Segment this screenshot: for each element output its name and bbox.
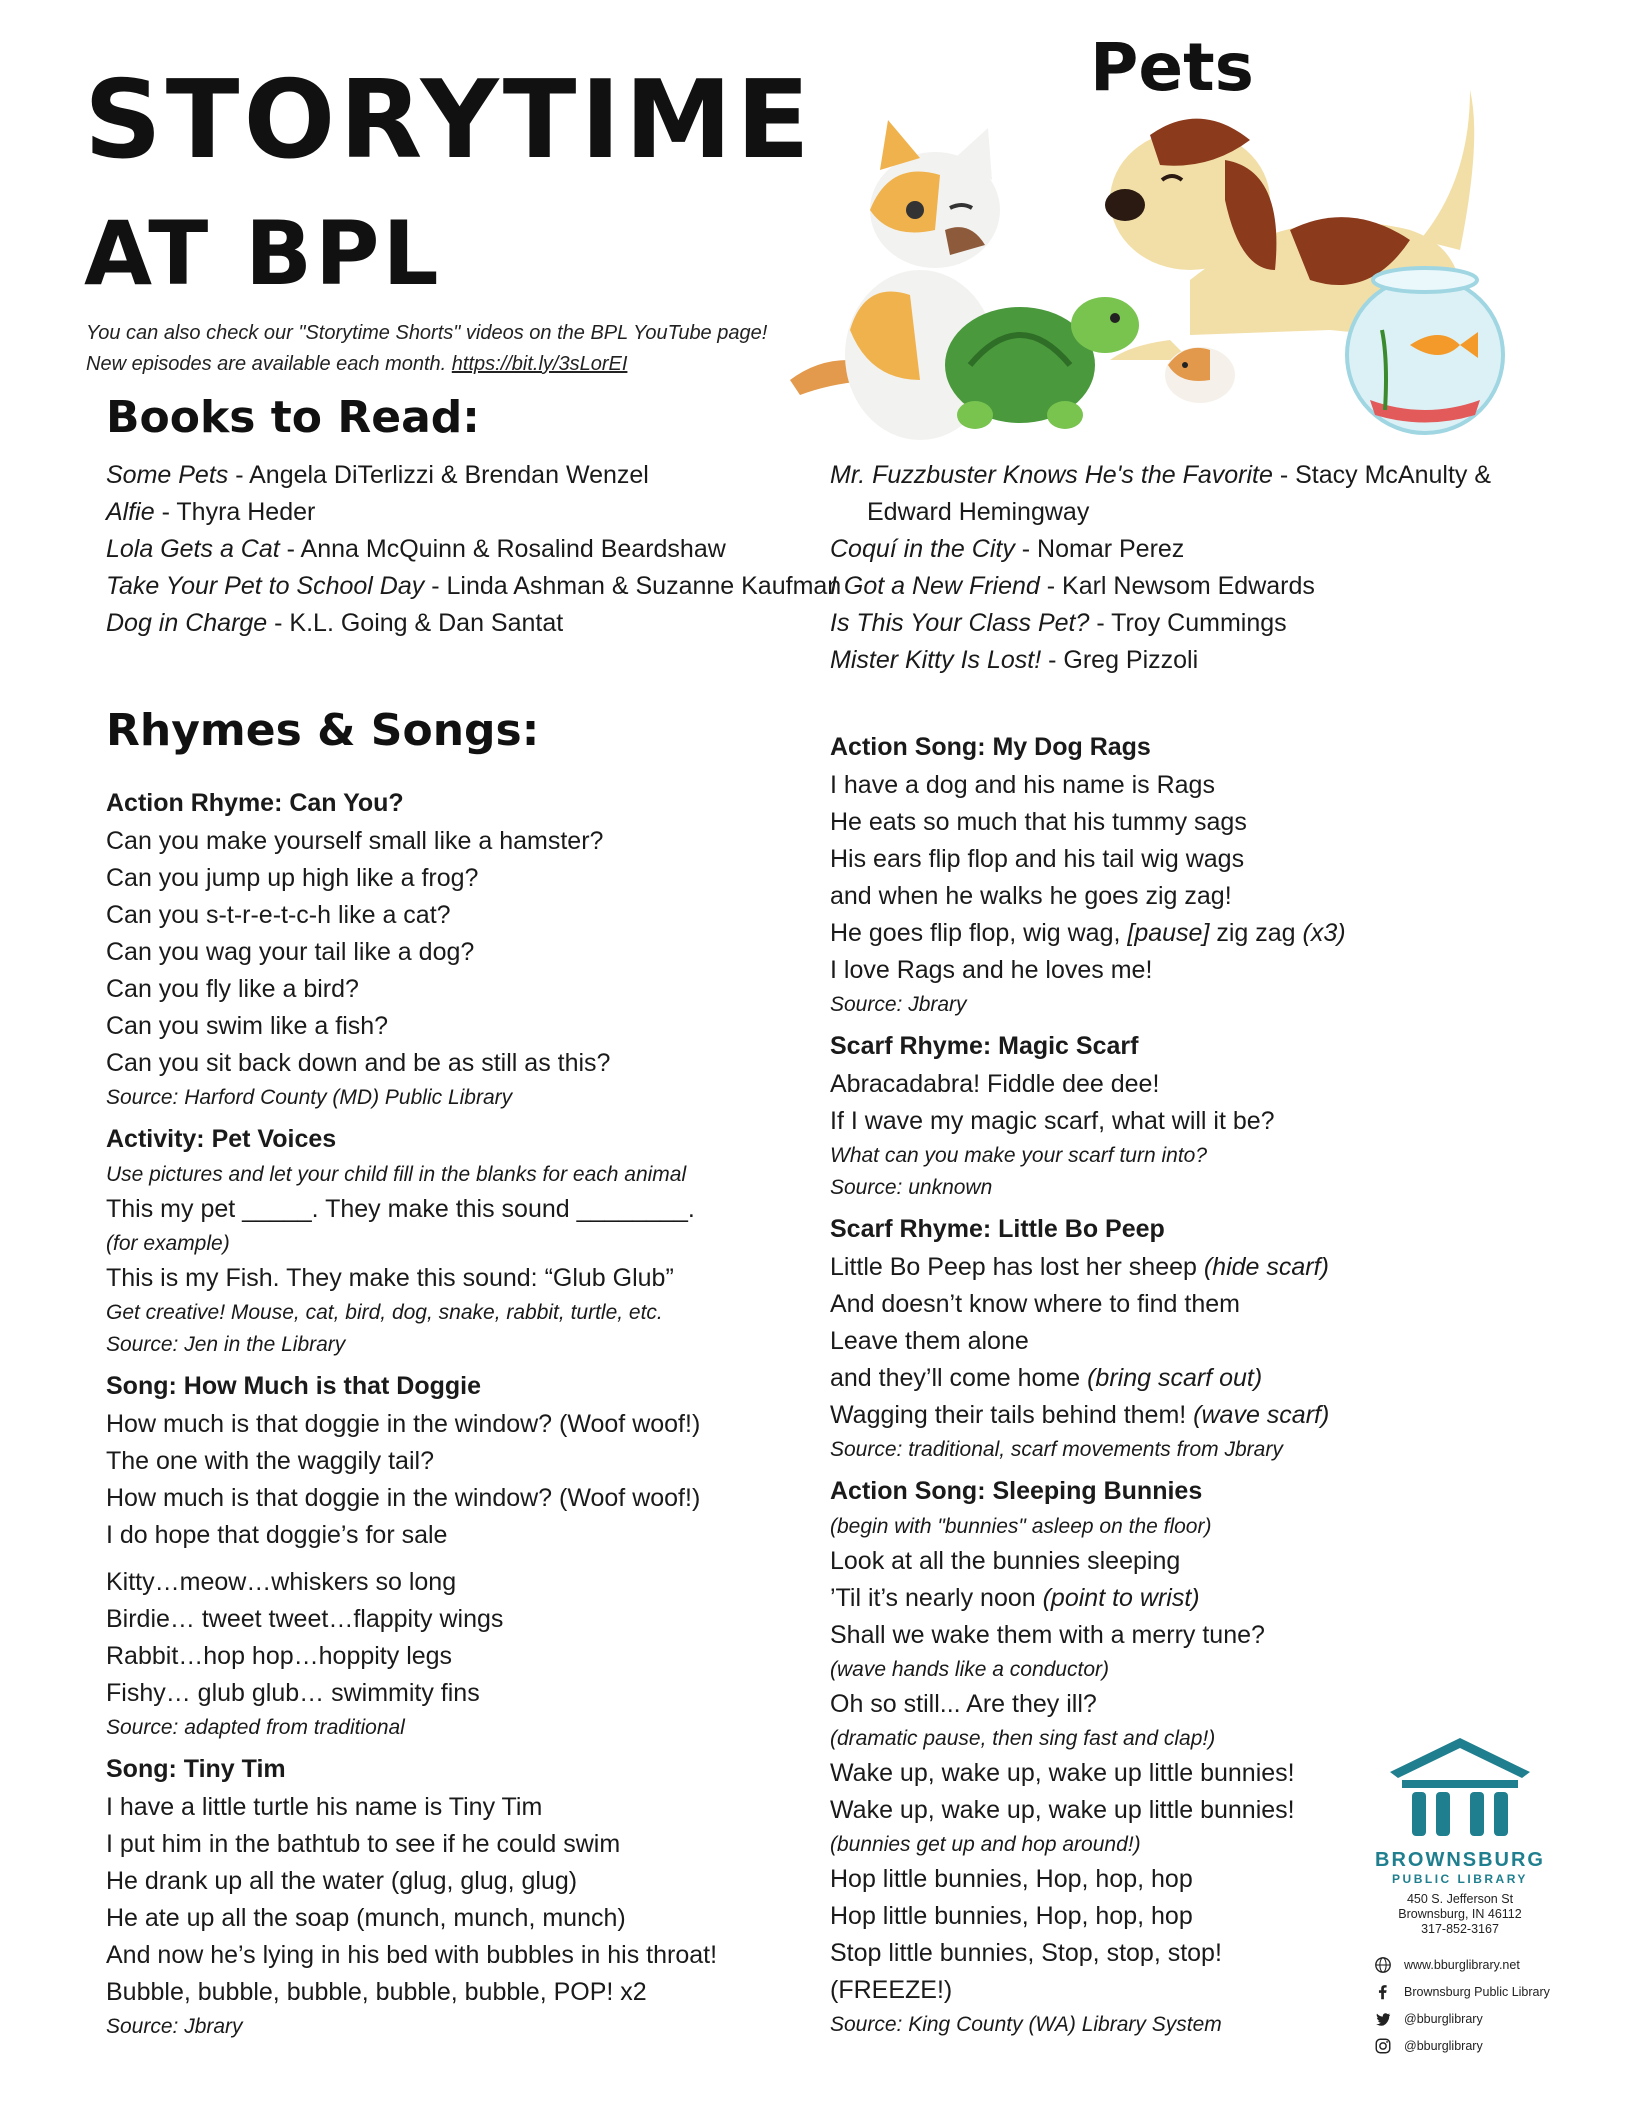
rhyme-bo-peep <box>830 1212 1570 1466</box>
book-item <box>106 457 846 494</box>
instagram-icon <box>1374 2037 1392 2055</box>
rhyme-line: Can you swim like a fish? <box>106 1012 389 1040</box>
book-item <box>106 605 846 642</box>
rhyme-line: Bubble, bubble, bubble, bubble, bubble, POP! x2 <box>106 1978 647 2006</box>
rhyme-title: Action Rhyme: Can You? <box>106 789 404 817</box>
rhyme-line: ’Til it’s nearly noon (point to wrist) <box>830 1584 1200 1612</box>
book-author: - Greg Pizzoli <box>1041 646 1199 674</box>
book-item <box>106 531 846 568</box>
library-address: 450 S. Jefferson St <box>1406 1892 1514 1906</box>
library-logo-block <box>1350 1730 1570 2059</box>
rhyme-line: This my pet _____. They make this sound ________. <box>106 1195 695 1223</box>
rhyme-line: I put him in the bathtub to see if he could swim <box>106 1830 621 1858</box>
rhyme-line: Can you fly like a bird? <box>106 975 359 1003</box>
song-doggie <box>106 1369 846 1744</box>
book-title: I Got a New Friend <box>830 572 1040 600</box>
rhyme-source: Source: Jen in the Library <box>106 1333 346 1356</box>
rhyme-title: Song: Tiny Tim <box>106 1755 286 1783</box>
book-title: Alfie <box>106 498 155 526</box>
rhyme-title: Song: How Much is that Doggie <box>106 1372 481 1400</box>
rhyme-line: Oh so still... Are they ill? <box>830 1690 1097 1718</box>
book-title: Coquí in the City <box>830 535 1015 563</box>
twitter-link[interactable] <box>1374 2005 1570 2032</box>
rhyme-line: Fishy… glub glub… swimmity fins <box>106 1679 480 1707</box>
intro-copy: You can also check our "Storytime Shorts" videos on the BPL YouTube page! New episodes are available each month. <box>86 322 768 375</box>
twitter-text: @bburglibrary <box>1404 2011 1483 2026</box>
website-link[interactable] <box>1374 1951 1570 1978</box>
book-item <box>106 568 846 605</box>
library-building-icon <box>1350 1730 1570 1840</box>
rhyme-line: I have a dog and his name is Rags <box>830 771 1215 799</box>
book-title: Dog in Charge <box>106 609 268 637</box>
instagram-link[interactable] <box>1374 2032 1570 2059</box>
rhyme-line: Leave them alone <box>830 1327 1029 1355</box>
book-author: - Linda Ashman & Suzanne Kaufman <box>424 572 842 600</box>
rhyme-line: Abracadabra! Fiddle dee dee! <box>830 1070 1160 1098</box>
song-tiny-tim <box>106 1752 846 2043</box>
rhyme-note: Use pictures and let your child fill in the blanks for each animal <box>106 1163 687 1186</box>
rhyme-line: He drank up all the water (glug, glug, glug) <box>106 1867 578 1895</box>
rhyme-source: Source: Harford County (MD) Public Library <box>106 1086 513 1109</box>
library-name-sub: PUBLIC LIBRARY <box>1392 1872 1528 1886</box>
rhyme-line: Can you wag your tail like a dog? <box>106 938 475 966</box>
rhyme-line: and they’ll come home (bring scarf out) <box>830 1364 1263 1392</box>
rhyme-line: If I wave my magic scarf, what will it be? <box>830 1107 1275 1135</box>
rhyme-line: The one with the waggily tail? <box>106 1447 434 1475</box>
globe-icon <box>1374 1956 1392 1974</box>
rhyme-line: He eats so much that his tummy sags <box>830 808 1247 836</box>
rhyme-line: Can you jump up high like a frog? <box>106 864 479 892</box>
rhyme-note: (begin with "bunnies" asleep on the floor) <box>830 1515 1212 1538</box>
rhyme-title: Scarf Rhyme: Magic Scarf <box>830 1032 1139 1060</box>
book-item <box>830 457 1570 531</box>
rhyme-title: Scarf Rhyme: Little Bo Peep <box>830 1215 1165 1243</box>
rhyme-title: Activity: Pet Voices <box>106 1125 337 1153</box>
rhyme-source: Source: King County (WA) Library System <box>830 2013 1222 2036</box>
pets-illustration <box>770 80 1550 440</box>
book-item <box>830 642 1570 679</box>
rhyme-line: How much is that doggie in the window? (Woof woof!) <box>106 1410 701 1438</box>
book-author: - Angela DiTerlizzi & Brendan Wenzel <box>228 461 649 489</box>
rhyme-line: I have a little turtle his name is Tiny Tim <box>106 1793 543 1821</box>
book-title: Some Pets <box>106 461 229 489</box>
book-list-left <box>106 457 846 642</box>
book-title: Lola Gets a Cat <box>106 535 280 563</box>
rhyme-line: Wake up, wake up, wake up little bunnies! <box>830 1759 1295 1787</box>
rhyme-line: Rabbit…hop hop…hoppity legs <box>106 1642 453 1670</box>
book-author: - Nomar Perez <box>1014 535 1185 563</box>
facebook-link[interactable] <box>1374 1978 1570 2005</box>
library-name: BROWNSBURG <box>1375 1849 1545 1871</box>
rhyme-line: (FREEZE!) <box>830 1976 953 2004</box>
rhyme-title: Action Song: Sleeping Bunnies <box>830 1477 1203 1505</box>
books-heading: Books to Read: <box>106 392 480 443</box>
rhyme-line: Birdie… tweet tweet…flappity wings <box>106 1605 504 1633</box>
page-subtitle: AT BPL <box>84 202 442 305</box>
book-list-right <box>830 457 1570 679</box>
rhyme-line: and when he walks he goes zig zag! <box>830 882 1232 910</box>
rhyme-line: And now he’s lying in his bed with bubbles in his throat! <box>106 1941 718 1969</box>
rhymes-heading: Rhymes & Songs: <box>106 705 540 756</box>
rhyme-line: Can you make yourself small like a hamster? <box>106 827 604 855</box>
rhyme-line: Little Bo Peep has lost her sheep (hide scarf) <box>830 1253 1329 1281</box>
rhyme-line: He ate up all the soap (munch, munch, munch) <box>106 1904 626 1932</box>
theme-title: Pets <box>1090 29 1254 106</box>
page-title: STORYTIME <box>84 58 814 183</box>
intro-text <box>86 318 786 380</box>
book-author: - Anna McQuinn & Rosalind Beardshaw <box>279 535 726 563</box>
rhyme-source: Source: Jbrary <box>830 993 967 1016</box>
rhyme-line: Stop little bunnies, Stop, stop, stop! <box>830 1939 1222 1967</box>
facebook-icon <box>1374 1983 1392 2001</box>
book-author: - K.L. Going & Dan Santat <box>267 609 564 637</box>
social-links <box>1350 1951 1570 2059</box>
rhyme-line: This is my Fish. They make this sound: “Glub Glub” <box>106 1264 674 1292</box>
rhyme-note: (wave hands like a conductor) <box>830 1658 1109 1681</box>
twitter-icon <box>1374 2010 1392 2028</box>
book-author: - Thyra Heder <box>154 498 316 526</box>
instagram-text: @bburglibrary <box>1404 2038 1483 2053</box>
book-author: - Karl Newsom Edwards <box>1039 572 1315 600</box>
book-title: Mister Kitty Is Lost! <box>830 646 1042 674</box>
rhyme-note: (for example) <box>106 1232 230 1255</box>
facebook-text: Brownsburg Public Library <box>1404 1984 1550 1999</box>
song-dog-rags <box>830 730 1570 1021</box>
activity-pet-voices <box>106 1122 846 1361</box>
book-item <box>830 605 1570 642</box>
rhyme-line: And doesn’t know where to find them <box>830 1290 1240 1318</box>
book-author: - Stacy McAnulty & Edward Hemingway <box>867 461 1492 526</box>
rhyme-can-you <box>106 786 846 1114</box>
book-item <box>830 568 1570 605</box>
book-title: Take Your Pet to School Day <box>106 572 425 600</box>
rhyme-line: Shall we wake them with a merry tune? <box>830 1621 1265 1649</box>
library-phone: 317-852-3167 <box>1421 1922 1499 1936</box>
rhyme-line: I do hope that doggie’s for sale <box>106 1521 448 1549</box>
rhyme-source: Source: adapted from traditional <box>106 1716 405 1739</box>
rhyme-line: Kitty…meow…whiskers so long <box>106 1568 457 1596</box>
rhymes-left-column <box>106 786 846 2051</box>
rhyme-line: Can you sit back down and be as still as this? <box>106 1049 611 1077</box>
rhyme-line: Wagging their tails behind them! (wave scarf) <box>830 1401 1330 1429</box>
rhyme-note: What can you make your scarf turn into? <box>830 1144 1208 1167</box>
rhyme-line: Wake up, wake up, wake up little bunnies! <box>830 1796 1295 1824</box>
rhyme-source: Source: unknown <box>830 1176 993 1199</box>
rhyme-line: Hop little bunnies, Hop, hop, hop <box>830 1865 1193 1893</box>
rhyme-line: He goes flip flop, wig wag, [pause] zig zag (x3) <box>830 919 1346 947</box>
rhyme-source: Source: Jbrary <box>106 2015 243 2038</box>
youtube-link[interactable]: https://bit.ly/3sLorEI <box>451 353 628 375</box>
rhyme-line: Hop little bunnies, Hop, hop, hop <box>830 1902 1193 1930</box>
rhyme-magic-scarf <box>830 1029 1570 1204</box>
rhyme-line: Can you s-t-r-e-t-c-h like a cat? <box>106 901 451 929</box>
book-item <box>830 531 1570 568</box>
rhyme-note: (bunnies get up and hop around!) <box>830 1833 1141 1856</box>
book-title: Is This Your Class Pet? <box>830 609 1090 637</box>
book-item <box>106 494 846 531</box>
rhyme-source: Source: traditional, scarf movements from Jbrary <box>830 1438 1283 1461</box>
website-text: www.bburglibrary.net <box>1404 1957 1520 1972</box>
library-city: Brownsburg, IN 46112 <box>1398 1907 1522 1921</box>
rhyme-note: (dramatic pause, then sing fast and clap!) <box>830 1727 1216 1750</box>
rhyme-line: Look at all the bunnies sleeping <box>830 1547 1181 1575</box>
rhyme-line: How much is that doggie in the window? (Woof woof!) <box>106 1484 701 1512</box>
rhyme-note: Get creative! Mouse, cat, bird, dog, snake, rabbit, turtle, etc. <box>106 1301 663 1324</box>
book-author: - Troy Cummings <box>1089 609 1287 637</box>
hamster-illustration <box>1165 347 1235 403</box>
rhyme-title: Action Song: My Dog Rags <box>830 733 1151 761</box>
rhyme-line: His ears flip flop and his tail wig wags <box>830 845 1245 873</box>
rhyme-line: I love Rags and he loves me! <box>830 956 1153 984</box>
book-title: Mr. Fuzzbuster Knows He's the Favorite <box>830 461 1273 489</box>
